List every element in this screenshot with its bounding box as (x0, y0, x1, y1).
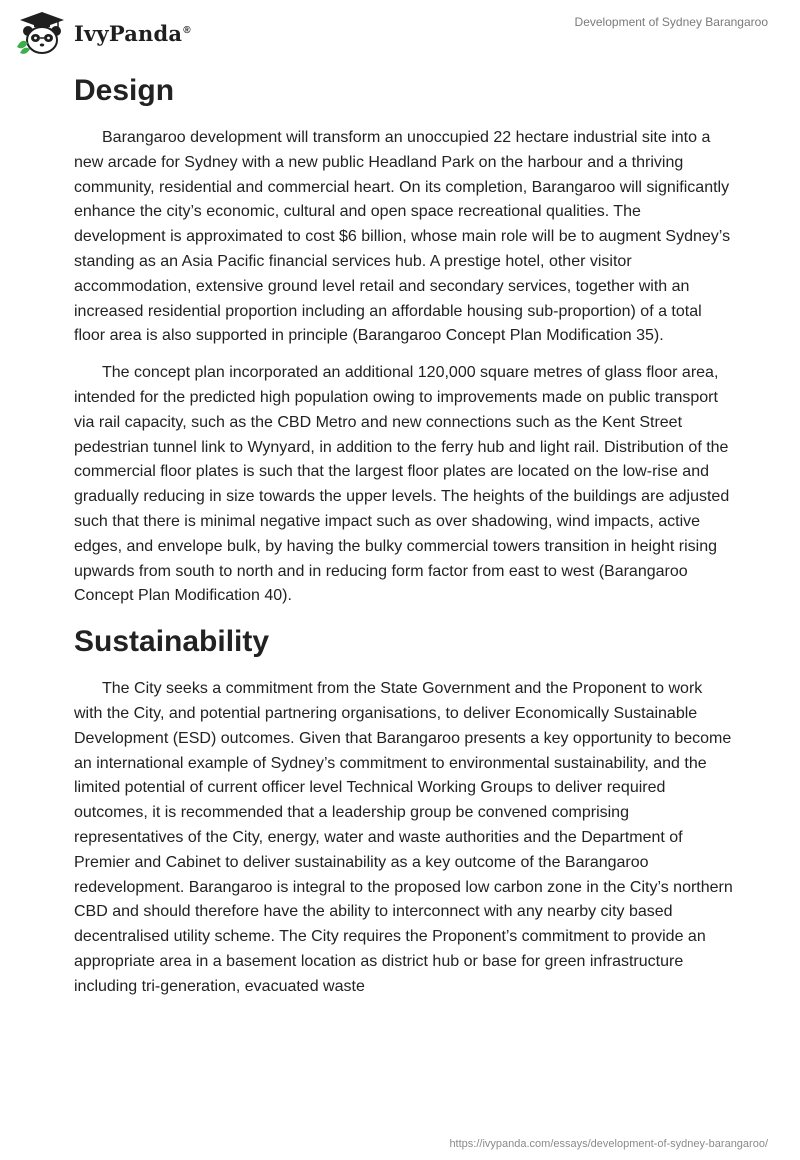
registered-mark: ® (183, 24, 191, 36)
article-body (74, 70, 734, 1012)
panda-logo-icon (14, 9, 70, 57)
paragraph: The City seeks a commitment from the State Government and the Proponent to work with the City, and potential partnering organisations, to deliver Economically Sustainable Development (ESD) outcomes. Given that Barangaroo presents a key opportunity to become an international example of Sydney’s commitment to environmental sustainability, and the limited potential of current officer level Technical Working Groups to deliver required outcomes, it is recommended that a leadership group be convened comprising representatives of the City, energy, water and waste authorities and the Department of Premier and Cabinet to deliver sustainability as a key outcome of the Barangaroo redevelopment. Barangaroo is integral to the proposed low carbon zone in the City’s northern CBD and should therefore have the ability to interconnect with any nearby city based decentralised utility scheme. The City requires the Proponent’s commitment to provide an appropriate area in a basement location as district hub or base for green infrastructure including tri-generation, evacuated waste (74, 680, 733, 995)
section-heading-sustainability: Sustainability (74, 625, 270, 659)
paragraph: The concept plan incorporated an additional 120,000 square metres of glass floor area, intended for the predicted high population owing to improvements made on public transport via rail capacity, such as the CBD Metro and new connections such as the Kent Street pedestrian tunnel link to Wynyard, in addition to the ferry hub and light rail. Distribution of the commercial floor plates is such that the largest floor plates are located on the low-rise and gradually reducing in size towards the upper levels. The heights of the buildings are adjusted such that there is minimal negative impact such as over shadowing, wind impacts, active edges, and envelope bulk, by having the bulky commercial towers transition in height rising upwards from south to north and in reducing form factor from east to west (Barangaroo Concept Plan Modification 40). (74, 364, 730, 605)
brand-logo[interactable] (14, 8, 191, 58)
brand-name: IvyPanda® (74, 20, 191, 46)
page-header (0, 0, 800, 60)
source-url[interactable]: https://ivypanda.com/essays/development-of-sydney-barangaroo/ (449, 1138, 768, 1150)
document-title: Development of Sydney Barangaroo (574, 15, 768, 29)
paragraph: Barangaroo development will transform an unoccupied 22 hectare industrial site into a new arcade for Sydney with a new public Headland Park on the harbour and a thriving community, residential and commercial heart. On its completion, Barangaroo will significantly enhance the city’s economic, cultural and open space recreational qualities. The development is approximated to cost $6 billion, whose main role will be to augment Sydney’s standing as an Asia Pacific financial services hub. A prestige hotel, other visitor accommodation, extensive ground level retail and secondary services, together with an increased residential proportion including an affordable housing sub-proportion) of a total floor area is also supported in principle (Barangaroo Concept Plan Modification 35). (74, 129, 731, 345)
section-heading-design: Design (74, 74, 175, 107)
